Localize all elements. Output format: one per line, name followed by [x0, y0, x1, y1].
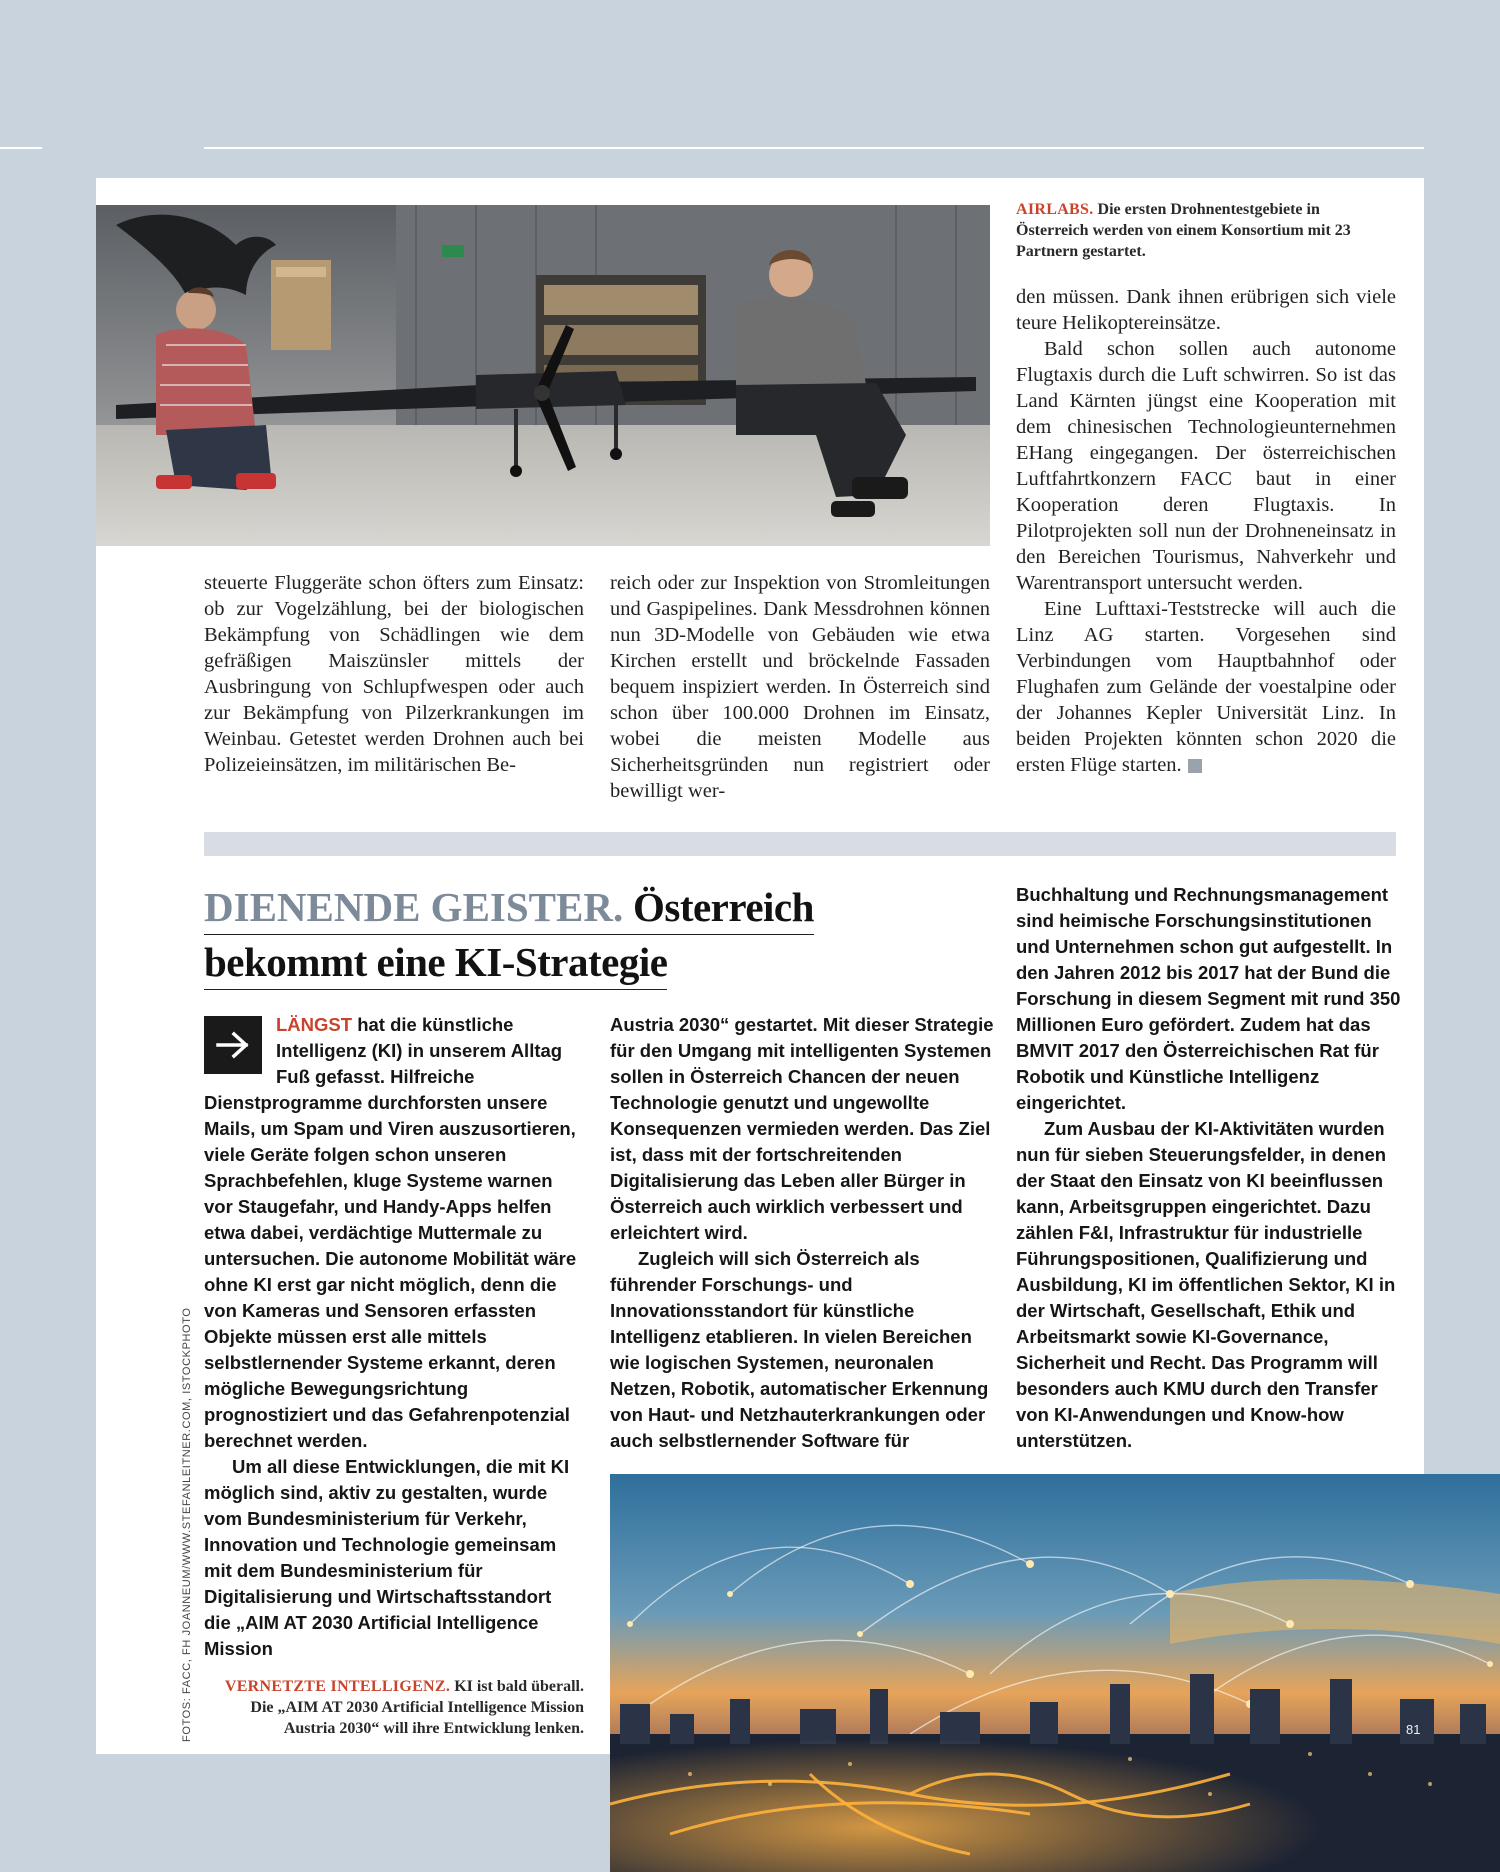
photo-credit: FOTOS: FACC, FH JOANNEUM/WWW.STEFANLEITNER.COM, ISTOCKPHOTO [181, 1307, 193, 1742]
drone-article-column-2 [610, 570, 990, 804]
headline-kicker: DIENENDE GEISTER. [204, 884, 624, 930]
paragraph: Bald schon sollen auch autonome Flugtaxis durch die Luft schwirren. So ist das Land Kärnten jüngst eine Kooperation mit dem chinesischen Technologieunternehmen EHang eingegangen. Der österreichischen Luftfahrtkonzern FACC baut in einer Kooperation deren Flugtaxis. In Pilotprojekten soll nun der Drohneneinsatz in den Bereichen Tourismus, Nahverkehr und Warentransport untersucht werden. [1016, 338, 1396, 594]
page-number: 81 [1406, 1722, 1421, 1737]
drone-photo [96, 205, 990, 546]
headline-line-2: bekommt eine KI-Strategie [204, 935, 667, 990]
paragraph: Buchhaltung und Rechnungsmanagement sind heimische Forschungsinstitutionen und Unternehmen schon gut aufgestellt. In den Jahren 2012 bis 2017 hat der Bund die Forschung in diesem Segment mit rund 350 Millionen Euro gefördert. Zudem hat das BMVIT 2017 den Österreichischen Rat für Robotik und Künstliche Intelligenz eingerichtet. [1016, 884, 1401, 1113]
paragraph: reich oder zur Inspektion von Stromleitungen und Gaspipelines. Dank Messdrohnen können nun 3D-Modelle von Gebäuden wie etwa Kirchen erstellt und bröckelnde Fassaden bequem inspiziert werden. In Österreich sind schon über 100.000 Drohnen im Einsatz, wobei die meisten Modelle aus Sicherheitsgründen nun registriert oder bewilligt wer- [610, 572, 990, 802]
caption-text: KI ist bald überall. Die „AIM AT 2030 Artificial Intelligence Mission Austria 2030“ will ihre Entwicklung lenken. [250, 1678, 584, 1737]
arrow-right-icon [204, 1016, 262, 1074]
paragraph: den müssen. Dank ihnen erübrigen sich viele teure Helikoptereinsätze. [1016, 286, 1396, 334]
headline-line-1 [204, 880, 814, 935]
paragraph: Um all diese Entwicklungen, die mit KI möglich sind, aktiv zu gestalten, wurde vom Bundesministerium für Verkehr, Innovation und Technologie gemeinsam mit dem Bundesministerium für Digitalisierung und Wirtschaftsstandort die „AIM AT 2030 Artificial Intelligence Mission [204, 1456, 570, 1659]
paragraph: Austria 2030“ gestartet. Mit dieser Strategie für den Umgang mit intelligenten Systemen sollen in Österreich Chancen der neuen Technologie genutzt und ungewollte Konsequenzen vermieden werden. Das Ziel ist, dass mit der fortschreitenden Digitalisierung das Leben aller Bürger in Österreich auch wirklich verbessert und erleichtert wird. [610, 1014, 994, 1243]
photo-caption-bottom [204, 1676, 584, 1739]
top-rule-left [0, 147, 42, 149]
drone-article-column-1 [204, 570, 584, 778]
drone-article-column-3 [1016, 284, 1396, 778]
lead-text: hat die künstliche Intelligenz (KI) in unserem Alltag Fuß gefasst. Hilfreiche Dienstprogramme durchforsten unsere Mails, um Spam und Viren auszusortieren, viele Geräte folgen schon unseren Sprachbefehlen, kluge Systeme warnen vor Staugefahr, und Handy-Apps helfen etwa dabei, verdächtige Muttermale zu untersuchen. Die autonome Mobilität wäre ohne KI erst gar nicht möglich, denn die von Kameras und Sensoren erfassten Objekte müssen erst alle mittels selbstlernender Systeme erkannt, deren mögliche Bewegungsrichtung prognostiziert und das Gefahrenpotenzial berechnet werden. [204, 1014, 577, 1451]
ki-headline [204, 880, 844, 990]
paragraph: steuerte Fluggeräte schon öfters zum Einsatz: ob zur Vogelzählung, bei der biologischen Bekämpfung von Schädlingen wie dem gefräßigen Maiszünsler mittels der Ausbringung von Schlupfwespen oder auch zur Bekämpfung von Pilzerkrankungen im Weinbau. Getestet werden Drohnen auch bei Polizeieinsätzen, im militärischen Be- [204, 572, 584, 776]
paragraph-last [1016, 596, 1396, 778]
headline-text-1: Österreich [632, 884, 814, 930]
ki-article-column-1 [204, 1012, 582, 1662]
caption-kicker: AIRLABS. [1016, 201, 1094, 218]
paragraph: Zum Ausbau der KI-Aktivitäten wurden nun für sieben Steuerungsfelder, in denen der Staat den Einsatz von KI beeinflussen kann, Arbeitsgruppen eingerichtet. Dazu zählen F&I, Infrastruktur für industrielle Führungspositionen, Qualifizierung und Ausbildung, KI im öffentlichen Sektor, KI in der Wirtschaft, Gesellschaft, Ethik und Arbeitsmarkt sowie KI-Governance, Sicherheit und Recht. Das Programm will besonders auch KMU durch den Transfer von KI-Anwendungen und Know-how unterstützen. [1016, 1118, 1396, 1451]
photo-caption-top [1016, 199, 1396, 262]
caption-kicker: VERNETZTE INTELLIGENZ. [224, 1678, 451, 1695]
section-divider-bar [204, 832, 1396, 856]
ki-article-column-3 [1016, 882, 1408, 1454]
caption-text: Die ersten Drohnentestgebiete in Österreich werden von einem Konsortium mit 23 Partnern gestartet. [1016, 201, 1351, 260]
top-rule [204, 147, 1424, 149]
lead-paragraph [204, 1012, 582, 1454]
paragraph: Zugleich will sich Österreich als führender Forschungs- und Innovationsstandort für künstliche Intelligenz etablieren. In vielen Bereichen wie logischen Systemen, neuronalen Netzen, Robotik, automatischer Erkennung von Haut- und Netzhauterkrankungen oder auch selbstlernender Software für [610, 1248, 989, 1451]
end-mark-icon: T [1188, 759, 1202, 773]
ki-article-column-2 [610, 1012, 1002, 1454]
city-network-photo [610, 1474, 1500, 1872]
paragraph-text: Eine Lufttaxi-Teststrecke will auch die Linz AG starten. Vorgesehen sind Verbindungen vom Hauptbahnhof oder Flughafen zum Gelände der voestalpine oder der Johannes Kepler Universität Linz. In beiden Projekten könnten schon 2020 die ersten Flüge starten. [1016, 598, 1396, 776]
lead-kicker: LÄNGST [276, 1014, 353, 1035]
